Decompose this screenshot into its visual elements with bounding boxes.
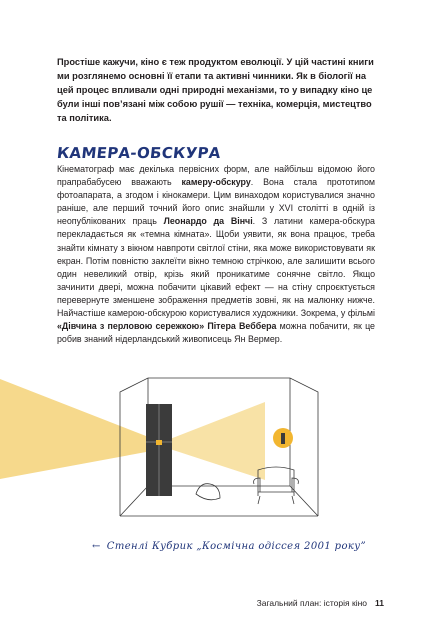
page-number: 11 (375, 598, 384, 608)
running-title: Загальний план: історія кіно (256, 598, 367, 608)
name-leonardo: Леонардо да Вінчі (163, 216, 253, 227)
section-heading: КАМЕРА-ОБСКУРА (56, 144, 222, 162)
body-text-1: Кінематограф має декілька первісних форм, але найбільш відомою його прапрабабусею вважають (57, 164, 375, 188)
caption-arrow: ← (92, 541, 101, 552)
body-text-3: . З латини камера-обскура перекладається як «темна кімната». Щоби уявити, як вона працює, треба знайти кімнату з вікном навпроти світлої стіни, яка може використовувати як екран. Потім повністю заклеїти вікно темною стрічкою, але залишити всього один невеликий отвір, крізь який проникатиме сонячне світло. Якщо зачинити двері, можна побачити цікавий ефект — на стіну спроєктується перевернуте зменшене зображення предметів зовні, як на малюнку нижче. Найчастіше камерою-обскурою користувалися художники. Зокрема, у фільмі (57, 216, 375, 319)
body-text-4: можна побачити, як це робив знаний нідерландський живописець Ян Вермер. (57, 321, 375, 345)
light-beam-inside (170, 402, 265, 480)
illustration-caption (92, 541, 366, 552)
body-text-2: . Вона стала прототипом фотоапарата, а згодом і кінокамери. Цим винаходом користувалися значно раніше, але перший точний його опис знайшли у XVI столітті в одній із неопублікованих праць (57, 177, 376, 227)
projected-image (273, 428, 293, 448)
term-camera-obscura: камеру-обскуру (181, 177, 251, 188)
camera-obscura-illustration (0, 376, 428, 536)
light-beam-outside (0, 379, 146, 479)
page-footer (212, 598, 384, 608)
film-title: «Дівчина з перловою сережкою» Пітера Веббера (57, 321, 277, 332)
intro-paragraph: Простіше кажучи, кіно є теж продуктом еволюції. У цій частині книги ми розглянемо основні її етапи та активні чинники. Як в біології на цей процес впливали одні природні механізми, то у випадку кіно це були інші пов’язані між собою рушії — техніка, комерція, мистецтво та політика. (57, 57, 374, 123)
dark-window (146, 404, 172, 496)
caption-text: Стенлі Кубрик „Космічна одіссея 2001 року” (106, 541, 366, 552)
body-paragraph (57, 163, 375, 346)
